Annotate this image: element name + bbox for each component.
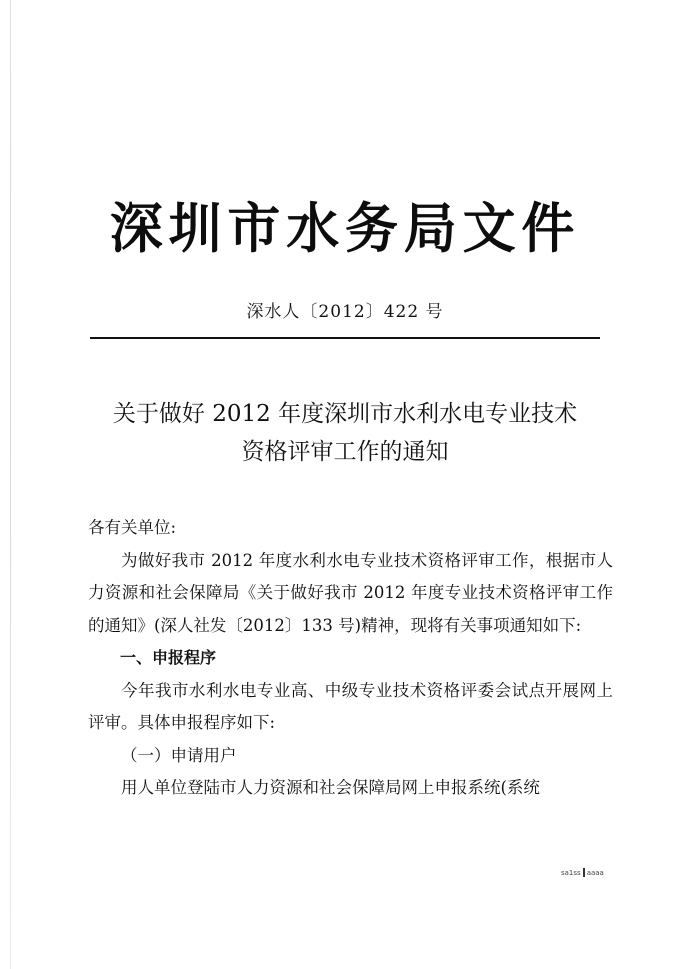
salutation: 各有关单位: [88,518,177,537]
page-mark-left: sa1ss [561,868,581,877]
scan-edge-line [10,0,11,969]
intro-paragraph: 为做好我市 2012 年度水利水电专业技术资格评审工作，根据市人力资源和社会保障局《关于做好我市 2012 年度专业技术资格评审工作的通知》(深人社发〔2012〕133 号)精神，现将有关事项通知如下: [88,550,613,635]
subsection-heading: （一）申请用户 [121,745,237,765]
title-line-2: 资格评审工作的通知 [241,439,449,465]
document-body [88,512,613,805]
page-mark-bar [583,868,585,877]
document-title [0,395,690,471]
subsection-paragraph: 用人单位登陆市人力资源和社会保障局网上申报系统(系统 [121,778,540,797]
page-mark-right: aaaa [586,868,604,877]
section-heading: 一、申报程序 [120,648,217,667]
title-line-1: 关于做好 2012 年度深圳市水利水电专业技术 [112,401,578,427]
scan-page-mark [561,868,604,877]
header-divider [90,337,600,339]
organization-header: 深圳市水务局文件 [109,197,581,260]
document-number: 深水人〔2012〕422 号 [246,302,444,322]
section-paragraph: 今年我市水利水电专业高、中级专业技术资格评委会试点开展网上评审。具体申报程序如下: [88,680,613,732]
